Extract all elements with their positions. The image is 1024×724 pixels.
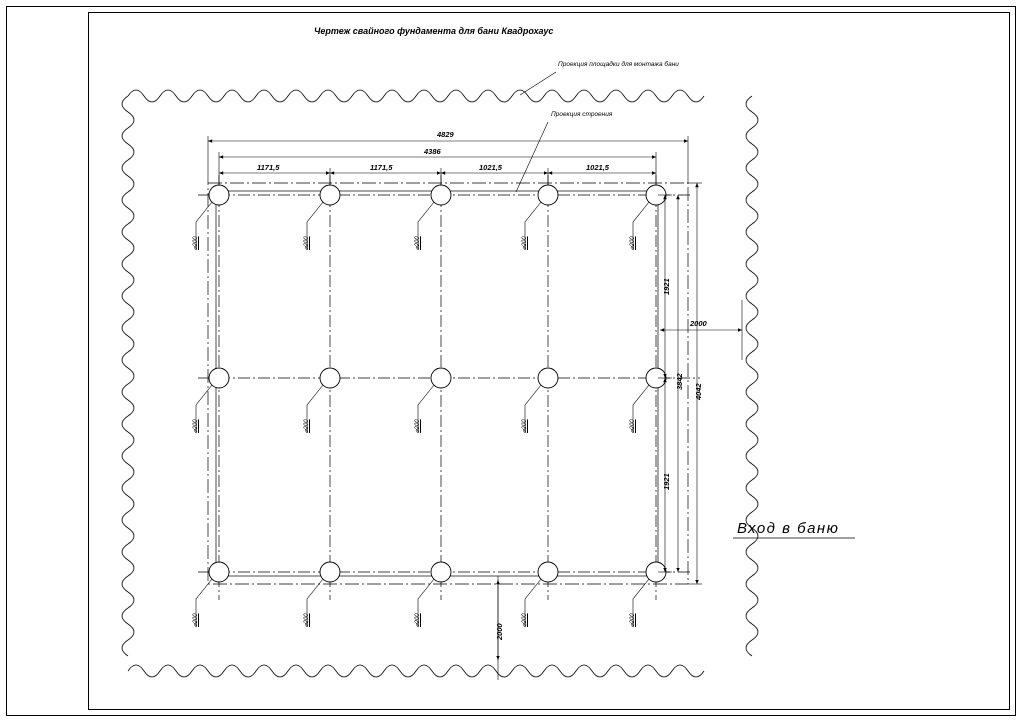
pile-diameter-label: ⌀200 <box>304 419 310 433</box>
dim-right-far: 2000 <box>690 319 707 328</box>
pile-diameter-label: ⌀200 <box>304 613 310 627</box>
pile-diameter-label: ⌀200 <box>193 236 199 250</box>
dim-seg-2: 1171,5 <box>370 163 393 172</box>
dim-right-lower: 1921 <box>662 473 671 490</box>
pile-leaders <box>196 202 649 627</box>
pile-diameter-label: ⌀200 <box>630 613 636 627</box>
dim-seg-1: 1171,5 <box>257 163 280 172</box>
pile-group <box>209 185 666 582</box>
entrance-label: Вход в баню <box>737 520 840 537</box>
dim-seg-3: 1021,5 <box>479 163 502 172</box>
dim-bottom: 2000 <box>495 623 504 640</box>
dim-seg-4: 1021,5 <box>586 163 609 172</box>
pile-diameter-label: ⌀200 <box>522 613 528 627</box>
page-title: Чертеж свайного фундамента для бани Квадрохаус <box>314 26 554 36</box>
axis-grid <box>198 175 700 600</box>
dim-top-overall: 4829 <box>437 130 454 139</box>
note-building-label: Проекция строения <box>551 111 613 118</box>
dim-top-inner: 4386 <box>424 147 441 156</box>
pile-diameter-label: ⌀200 <box>415 613 421 627</box>
dim-right-inner: 3842 <box>675 373 684 390</box>
dimension-top <box>208 136 688 185</box>
pile-diameter-label: ⌀200 <box>415 419 421 433</box>
pile-diameter-label: ⌀200 <box>522 236 528 250</box>
pile-diameter-label: ⌀200 <box>630 419 636 433</box>
dim-right-upper: 1921 <box>662 278 671 295</box>
pile-diameter-label: ⌀200 <box>522 419 528 433</box>
pile-diameter-label: ⌀200 <box>630 236 636 250</box>
pile-diameter-label: ⌀200 <box>304 236 310 250</box>
pile-diameter-label: ⌀200 <box>193 613 199 627</box>
pile-diameter-label: ⌀200 <box>193 419 199 433</box>
note-platform-label: Проекция площадки для монтажа бани <box>558 61 679 68</box>
pile-diameter-label: ⌀200 <box>415 236 421 250</box>
dim-right-outer: 4042 <box>694 383 703 400</box>
